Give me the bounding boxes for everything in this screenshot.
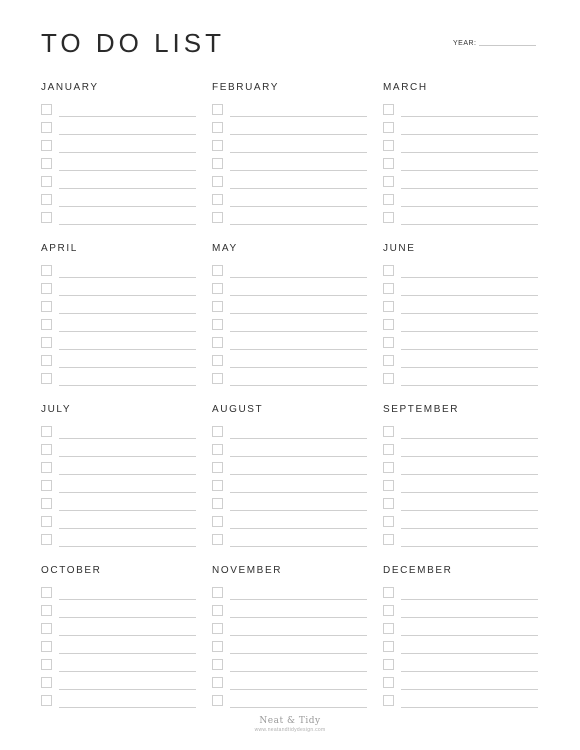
task-write-line[interactable]	[59, 152, 196, 153]
task-write-line[interactable]	[59, 492, 196, 493]
task-write-line[interactable]	[230, 170, 367, 171]
task-checkbox[interactable]	[41, 534, 52, 545]
task-row	[41, 658, 196, 676]
task-row	[212, 479, 367, 497]
task-checkbox[interactable]	[41, 355, 52, 366]
task-checkbox[interactable]	[212, 194, 223, 205]
task-row	[383, 586, 538, 604]
month-section-march	[383, 82, 538, 243]
task-row	[41, 479, 196, 497]
task-checkbox[interactable]	[212, 337, 223, 348]
task-checkbox[interactable]	[41, 158, 52, 169]
task-checkbox[interactable]	[383, 283, 394, 294]
task-row	[383, 318, 538, 336]
task-row	[212, 318, 367, 336]
task-row	[212, 694, 367, 712]
task-checkbox[interactable]	[41, 212, 52, 223]
task-row	[212, 676, 367, 694]
task-checkbox[interactable]	[41, 659, 52, 670]
task-row	[41, 193, 196, 211]
task-write-line[interactable]	[401, 546, 538, 547]
month-name: OCTOBER	[41, 565, 102, 576]
task-row	[383, 264, 538, 282]
task-checkbox[interactable]	[41, 498, 52, 509]
task-write-line[interactable]	[230, 689, 367, 690]
month-name: FEBRUARY	[212, 82, 280, 93]
task-row	[212, 515, 367, 533]
task-row	[383, 497, 538, 515]
month-section-november	[212, 565, 367, 726]
task-row	[41, 157, 196, 175]
task-write-line[interactable]	[401, 653, 538, 654]
task-checkbox[interactable]	[41, 426, 52, 437]
task-write-line[interactable]	[59, 438, 196, 439]
task-checkbox[interactable]	[383, 140, 394, 151]
task-write-line[interactable]	[401, 510, 538, 511]
task-write-line[interactable]	[401, 134, 538, 135]
task-checkbox[interactable]	[212, 373, 223, 384]
month-section-june	[383, 243, 538, 404]
task-write-line[interactable]	[59, 295, 196, 296]
task-write-line[interactable]	[59, 331, 196, 332]
task-write-line[interactable]	[230, 224, 367, 225]
task-row	[212, 121, 367, 139]
month-section-may	[212, 243, 367, 404]
task-row	[41, 139, 196, 157]
year-label: YEAR:	[453, 40, 477, 47]
task-checkbox[interactable]	[212, 283, 223, 294]
task-checkbox[interactable]	[212, 104, 223, 115]
task-checkbox[interactable]	[383, 462, 394, 473]
task-write-line[interactable]	[230, 492, 367, 493]
task-write-line[interactable]	[59, 456, 196, 457]
month-name: MAY	[212, 243, 238, 254]
task-row	[212, 586, 367, 604]
task-write-line[interactable]	[230, 528, 367, 529]
task-checkbox[interactable]	[212, 122, 223, 133]
task-row	[212, 372, 367, 390]
task-row	[41, 336, 196, 354]
task-row	[212, 604, 367, 622]
task-checkbox[interactable]	[212, 355, 223, 366]
task-checkbox[interactable]	[383, 534, 394, 545]
task-write-line[interactable]	[59, 510, 196, 511]
task-checkbox[interactable]	[41, 104, 52, 115]
brand-logo: Neat & Tidy	[259, 716, 321, 726]
task-write-line[interactable]	[59, 188, 196, 189]
task-write-line[interactable]	[59, 116, 196, 117]
task-write-line[interactable]	[230, 206, 367, 207]
task-write-line[interactable]	[230, 295, 367, 296]
task-write-line[interactable]	[401, 277, 538, 278]
task-checkbox[interactable]	[212, 641, 223, 652]
task-write-line[interactable]	[59, 385, 196, 386]
task-row	[41, 461, 196, 479]
task-row	[41, 425, 196, 443]
task-row	[383, 157, 538, 175]
task-checkbox[interactable]	[41, 516, 52, 527]
task-checkbox[interactable]	[41, 140, 52, 151]
task-checkbox[interactable]	[383, 301, 394, 312]
task-write-line[interactable]	[401, 349, 538, 350]
task-write-line[interactable]	[401, 474, 538, 475]
task-write-line[interactable]	[401, 599, 538, 600]
task-checkbox[interactable]	[212, 212, 223, 223]
task-write-line[interactable]	[230, 188, 367, 189]
month-section-january	[41, 82, 196, 243]
task-write-line[interactable]	[59, 206, 196, 207]
task-row	[383, 604, 538, 622]
task-checkbox[interactable]	[212, 176, 223, 187]
task-checkbox[interactable]	[383, 587, 394, 598]
task-row	[383, 372, 538, 390]
task-write-line[interactable]	[59, 349, 196, 350]
task-checkbox[interactable]	[41, 122, 52, 133]
task-checkbox[interactable]	[383, 659, 394, 670]
task-checkbox[interactable]	[212, 605, 223, 616]
task-row	[383, 461, 538, 479]
task-checkbox[interactable]	[383, 104, 394, 115]
task-row	[212, 264, 367, 282]
task-row	[212, 443, 367, 461]
task-write-line[interactable]	[230, 277, 367, 278]
task-list	[383, 425, 538, 551]
task-write-line[interactable]	[59, 635, 196, 636]
task-list	[212, 425, 367, 551]
task-write-line[interactable]	[230, 438, 367, 439]
task-write-line[interactable]	[230, 474, 367, 475]
task-write-line[interactable]	[59, 474, 196, 475]
task-row	[383, 443, 538, 461]
month-name: JUNE	[383, 243, 416, 254]
task-write-line[interactable]	[230, 617, 367, 618]
task-checkbox[interactable]	[41, 176, 52, 187]
year-input-line[interactable]	[479, 45, 536, 46]
month-name: AUGUST	[212, 404, 264, 415]
month-name: SEPTEMBER	[383, 404, 460, 415]
task-write-line[interactable]	[230, 599, 367, 600]
task-row	[212, 157, 367, 175]
task-write-line[interactable]	[59, 671, 196, 672]
task-write-line[interactable]	[401, 492, 538, 493]
month-name: DECEMBER	[383, 565, 453, 576]
task-checkbox[interactable]	[212, 695, 223, 706]
task-checkbox[interactable]	[212, 301, 223, 312]
task-row	[383, 425, 538, 443]
task-write-line[interactable]	[401, 116, 538, 117]
task-row	[212, 533, 367, 551]
task-write-line[interactable]	[401, 331, 538, 332]
footer	[0, 716, 580, 734]
task-row	[212, 282, 367, 300]
month-name: JULY	[41, 404, 72, 415]
task-checkbox[interactable]	[212, 444, 223, 455]
task-row	[41, 175, 196, 193]
task-checkbox[interactable]	[212, 319, 223, 330]
task-checkbox[interactable]	[41, 444, 52, 455]
task-write-line[interactable]	[401, 456, 538, 457]
task-row	[212, 211, 367, 229]
task-checkbox[interactable]	[212, 587, 223, 598]
task-row	[212, 354, 367, 372]
task-write-line[interactable]	[59, 528, 196, 529]
task-checkbox[interactable]	[41, 677, 52, 688]
task-write-line[interactable]	[230, 707, 367, 708]
task-checkbox[interactable]	[212, 516, 223, 527]
task-row	[383, 658, 538, 676]
task-row	[41, 264, 196, 282]
task-checkbox[interactable]	[41, 641, 52, 652]
task-write-line[interactable]	[230, 546, 367, 547]
task-write-line[interactable]	[59, 599, 196, 600]
task-write-line[interactable]	[230, 385, 367, 386]
task-row	[41, 103, 196, 121]
task-checkbox[interactable]	[212, 426, 223, 437]
task-list	[383, 103, 538, 229]
task-checkbox[interactable]	[383, 444, 394, 455]
task-row	[41, 354, 196, 372]
task-row	[41, 640, 196, 658]
task-checkbox[interactable]	[212, 659, 223, 670]
task-row	[41, 676, 196, 694]
task-checkbox[interactable]	[41, 695, 52, 706]
task-checkbox[interactable]	[383, 158, 394, 169]
task-checkbox[interactable]	[383, 426, 394, 437]
task-row	[41, 622, 196, 640]
task-write-line[interactable]	[230, 456, 367, 457]
task-checkbox[interactable]	[383, 176, 394, 187]
task-row	[383, 139, 538, 157]
task-row	[41, 586, 196, 604]
task-row	[41, 533, 196, 551]
task-write-line[interactable]	[230, 331, 367, 332]
task-write-line[interactable]	[401, 295, 538, 296]
task-checkbox[interactable]	[41, 265, 52, 276]
task-write-line[interactable]	[401, 528, 538, 529]
task-row	[41, 318, 196, 336]
task-write-line[interactable]	[59, 224, 196, 225]
year-field[interactable]	[453, 40, 536, 47]
task-write-line[interactable]	[59, 367, 196, 368]
task-row	[383, 694, 538, 712]
task-write-line[interactable]	[401, 671, 538, 672]
task-row	[41, 497, 196, 515]
task-checkbox[interactable]	[383, 355, 394, 366]
task-row	[383, 676, 538, 694]
task-row	[383, 193, 538, 211]
task-checkbox[interactable]	[212, 677, 223, 688]
task-list	[41, 264, 196, 390]
task-write-line[interactable]	[401, 707, 538, 708]
task-row	[383, 533, 538, 551]
task-write-line[interactable]	[230, 671, 367, 672]
task-row	[212, 193, 367, 211]
task-write-line[interactable]	[230, 313, 367, 314]
task-checkbox[interactable]	[41, 480, 52, 491]
task-list	[41, 103, 196, 229]
task-checkbox[interactable]	[41, 373, 52, 384]
task-row	[41, 211, 196, 229]
month-name: NOVEMBER	[212, 565, 283, 576]
task-checkbox[interactable]	[41, 319, 52, 330]
task-checkbox[interactable]	[41, 283, 52, 294]
task-checkbox[interactable]	[41, 623, 52, 634]
task-write-line[interactable]	[59, 277, 196, 278]
task-checkbox[interactable]	[41, 587, 52, 598]
task-write-line[interactable]	[59, 707, 196, 708]
task-row	[212, 658, 367, 676]
task-checkbox[interactable]	[383, 265, 394, 276]
task-row	[383, 479, 538, 497]
task-write-line[interactable]	[401, 438, 538, 439]
task-checkbox[interactable]	[383, 695, 394, 706]
task-checkbox[interactable]	[41, 337, 52, 348]
task-checkbox[interactable]	[383, 319, 394, 330]
task-row	[41, 372, 196, 390]
task-write-line[interactable]	[401, 635, 538, 636]
task-checkbox[interactable]	[41, 301, 52, 312]
task-row	[212, 139, 367, 157]
task-checkbox[interactable]	[383, 122, 394, 133]
task-checkbox[interactable]	[383, 480, 394, 491]
task-row	[383, 515, 538, 533]
task-write-line[interactable]	[59, 617, 196, 618]
task-list	[212, 264, 367, 390]
task-row	[212, 640, 367, 658]
task-write-line[interactable]	[401, 206, 538, 207]
task-write-line[interactable]	[401, 152, 538, 153]
task-row	[383, 175, 538, 193]
task-row	[212, 622, 367, 640]
task-row	[383, 354, 538, 372]
task-write-line[interactable]	[59, 689, 196, 690]
task-checkbox[interactable]	[212, 623, 223, 634]
task-write-line[interactable]	[59, 134, 196, 135]
task-checkbox[interactable]	[41, 605, 52, 616]
page-title: TO DO LIST	[41, 28, 225, 58]
month-section-august	[212, 404, 367, 565]
task-row	[383, 121, 538, 139]
task-checkbox[interactable]	[383, 337, 394, 348]
task-write-line[interactable]	[230, 367, 367, 368]
task-checkbox[interactable]	[41, 194, 52, 205]
task-row	[383, 300, 538, 318]
task-write-line[interactable]	[401, 689, 538, 690]
task-row	[383, 282, 538, 300]
task-row	[212, 461, 367, 479]
task-checkbox[interactable]	[383, 641, 394, 652]
task-list	[212, 586, 367, 712]
task-list	[41, 586, 196, 712]
task-write-line[interactable]	[59, 170, 196, 171]
task-write-line[interactable]	[401, 188, 538, 189]
month-section-october	[41, 565, 196, 726]
task-checkbox[interactable]	[212, 480, 223, 491]
task-write-line[interactable]	[230, 653, 367, 654]
task-row	[41, 443, 196, 461]
task-checkbox[interactable]	[383, 623, 394, 634]
task-write-line[interactable]	[59, 653, 196, 654]
task-row	[41, 282, 196, 300]
task-checkbox[interactable]	[383, 677, 394, 688]
task-write-line[interactable]	[401, 385, 538, 386]
task-checkbox[interactable]	[383, 605, 394, 616]
task-row	[383, 336, 538, 354]
task-write-line[interactable]	[230, 134, 367, 135]
task-list	[41, 425, 196, 551]
task-write-line[interactable]	[401, 224, 538, 225]
task-write-line[interactable]	[59, 313, 196, 314]
task-write-line[interactable]	[401, 367, 538, 368]
task-write-line[interactable]	[230, 152, 367, 153]
task-checkbox[interactable]	[41, 462, 52, 473]
task-row	[41, 604, 196, 622]
task-checkbox[interactable]	[383, 373, 394, 384]
task-list	[212, 103, 367, 229]
task-checkbox[interactable]	[383, 498, 394, 509]
month-section-december	[383, 565, 538, 726]
task-row	[41, 300, 196, 318]
task-row	[41, 694, 196, 712]
task-list	[383, 264, 538, 390]
task-row	[383, 211, 538, 229]
task-checkbox[interactable]	[383, 516, 394, 527]
month-section-april	[41, 243, 196, 404]
task-row	[41, 121, 196, 139]
task-list	[383, 586, 538, 712]
month-section-september	[383, 404, 538, 565]
task-checkbox[interactable]	[212, 140, 223, 151]
task-write-line[interactable]	[401, 313, 538, 314]
task-row	[212, 497, 367, 515]
task-write-line[interactable]	[230, 116, 367, 117]
task-write-line[interactable]	[230, 635, 367, 636]
month-name: MARCH	[383, 82, 428, 93]
task-row	[212, 103, 367, 121]
month-section-february	[212, 82, 367, 243]
task-row	[41, 515, 196, 533]
task-checkbox[interactable]	[212, 265, 223, 276]
task-write-line[interactable]	[401, 170, 538, 171]
task-checkbox[interactable]	[212, 158, 223, 169]
task-row	[383, 622, 538, 640]
months-grid	[41, 82, 538, 726]
task-row	[212, 336, 367, 354]
task-write-line[interactable]	[230, 510, 367, 511]
task-write-line[interactable]	[401, 617, 538, 618]
task-row	[383, 640, 538, 658]
month-name: APRIL	[41, 243, 78, 254]
task-checkbox[interactable]	[383, 212, 394, 223]
brand-website: www.neatandtidydesign.com	[254, 727, 326, 733]
task-checkbox[interactable]	[383, 194, 394, 205]
month-name: JANUARY	[41, 82, 99, 93]
task-row	[212, 425, 367, 443]
task-checkbox[interactable]	[212, 534, 223, 545]
task-row	[383, 103, 538, 121]
task-write-line[interactable]	[230, 349, 367, 350]
task-row	[212, 175, 367, 193]
task-write-line[interactable]	[59, 546, 196, 547]
month-section-july	[41, 404, 196, 565]
task-row	[212, 300, 367, 318]
task-checkbox[interactable]	[212, 462, 223, 473]
task-checkbox[interactable]	[212, 498, 223, 509]
